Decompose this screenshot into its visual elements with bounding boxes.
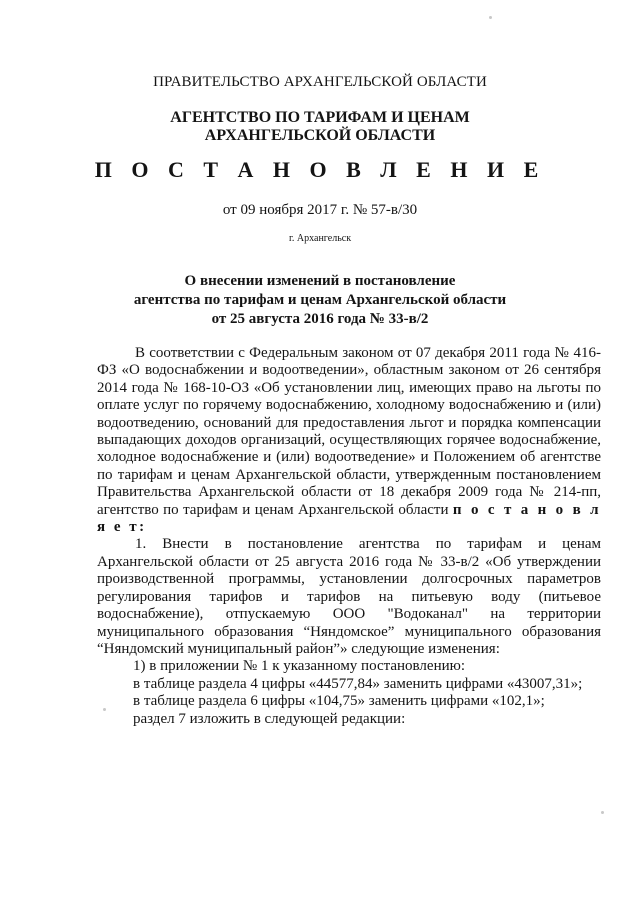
document-date-number: от 09 ноября 2017 г. № 57-в/30: [222, 202, 418, 218]
document-type-title: П О С Т А Н О В Л Е Н И Е: [94, 157, 546, 182]
subject-line2: агентства по тарифам и ценам Архангельской области: [133, 292, 507, 308]
subject-line1: О внесении изменений в постановление: [184, 273, 456, 289]
sub-item-1: 1) в приложении № 1 к указанному постановлению:: [133, 658, 465, 675]
scan-speck: [103, 708, 106, 711]
resolves-word: п о с т а н о в л я е т:: [97, 501, 602, 536]
sub-item-section-7: раздел 7 изложить в следующей редакции:: [133, 710, 406, 727]
item-1-paragraph: 1. Внести в постановление агентства по тарифам и ценам Архангельской области от 25 августа 2016 года № 33-в/2 «Об утверждении производственной программы, установлении долгосрочных параметров регулирования тарифов и тарифов на питьевую воду (питьевое водоснабжение), отпускаемую ООО "Водоканал" на территории муниципального образования “Няндомское” муниципального образования “Няндомский муниципальный район”» следующие изменения:: [97, 536, 601, 657]
document-body: [97, 345, 601, 728]
document-subject: [0, 272, 640, 329]
agency-name-line1: АГЕНТСТВО ПО ТАРИФАМ И ЦЕНАМ: [170, 109, 470, 126]
document-city: г. Архангельск: [288, 233, 352, 244]
scan-speck: [489, 16, 492, 19]
agency-name: [0, 109, 640, 145]
agency-name-line2: АРХАНГЕЛЬСКОЙ ОБЛАСТИ: [204, 127, 436, 144]
scan-speck: [601, 811, 604, 814]
preamble-paragraph: [97, 345, 601, 536]
sub-item-table-4: в таблице раздела 4 цифры «44577,84» заменить цифрами «43007,31»;: [133, 675, 583, 692]
preamble-text: В соответствии с Федеральным законом от 07 декабря 2011 года № 416-ФЗ «О водоснабжении и водоотведении», областным законом от 26 сентября 2014 года № 168-10-ОЗ «Об установлении лиц, имеющих право на льготы по оплате услуг по горячему водоснабжению, холодному водоснабжению и (или) водоотведению, оснований для предоставления льгот и порядка компенсации выпадающих доходов организаций, осуществляющих горячее водоснабжение, холодное водоснабжение и (или) водоотведение» и Положением об агентстве по тарифам и ценам Архангельской области, утвержденным постановлением Правительства Архангельской области от 18 декабря 2009 года № 214-пп, агентство по тарифам и ценам Архангельской области: [97, 345, 601, 518]
subject-line3: от 25 августа 2016 года № 33-в/2: [211, 311, 429, 327]
government-header: ПРАВИТЕЛЬСТВО АРХАНГЕЛЬСКОЙ ОБЛАСТИ: [153, 74, 487, 90]
sub-item-table-6: в таблице раздела 6 цифры «104,75» заменить цифрами «102,1»;: [133, 693, 545, 710]
